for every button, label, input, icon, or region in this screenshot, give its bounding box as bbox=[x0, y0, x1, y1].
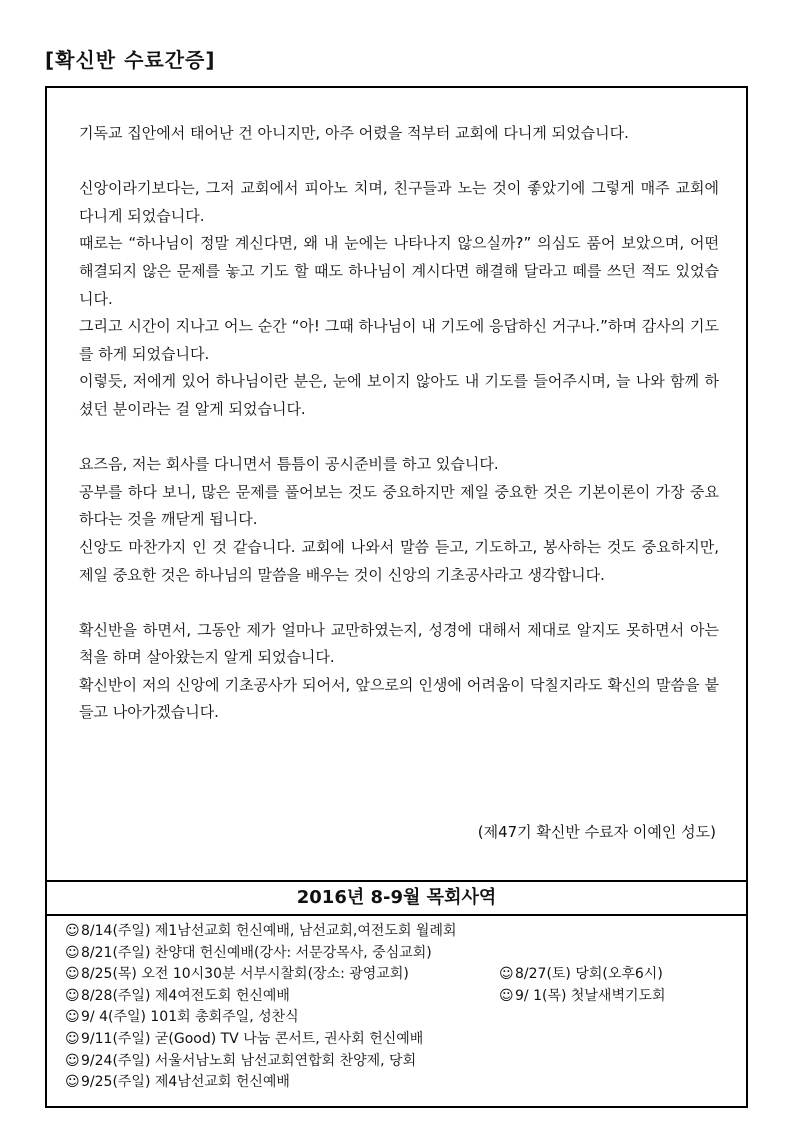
smiley-icon: ☺ bbox=[65, 1052, 80, 1069]
schedule-item-text: 9/25(주일) 제4남선교회 헌신예배 bbox=[81, 1074, 290, 1091]
schedule-item-text: 8/28(주일) 제4여전도회 헌신예배 bbox=[81, 987, 290, 1004]
schedule-item-text: 8/25(목) 오전 10시30분 서부시찰회(장소: 광영교회) bbox=[81, 966, 409, 983]
smiley-icon: ☺ bbox=[65, 1030, 80, 1047]
paragraph-gap bbox=[79, 148, 719, 176]
schedule-item-text: 9/11(주일) 굳(Good) TV 나눔 콘서트, 권사회 헌신예배 bbox=[81, 1030, 424, 1047]
schedule-item bbox=[65, 943, 725, 965]
schedule-item bbox=[65, 964, 725, 986]
schedule-item bbox=[65, 1007, 725, 1029]
smiley-icon: ☺ bbox=[65, 1009, 80, 1026]
schedule-item bbox=[65, 1029, 725, 1051]
testimony-paragraph: 공부를 하다 보니, 많은 문제를 풀어보는 것도 중요하지만 제일 중요한 것은 기본이론이 가장 중요하다는 것을 깨닫게 됩니다. bbox=[79, 482, 719, 529]
smiley-icon: ☺ bbox=[65, 923, 80, 939]
paragraph-gap bbox=[79, 589, 719, 617]
schedule-list bbox=[65, 921, 725, 1094]
smiley-icon: ☺ bbox=[65, 966, 80, 983]
testimony-paragraph: 확신반을 하면서, 그동안 제가 얼마나 교만하였는지, 성경에 대해서 제대로 알지도 못하면서 아는 척을 하며 살아왔는지 알게 되었습니다. bbox=[79, 620, 719, 667]
content-box bbox=[45, 86, 748, 1108]
schedule-item-text: 8/14(주일) 제1남선교회 헌신예배, 남선교회,여전도회 월례회 bbox=[81, 923, 457, 939]
testimony-paragraph: 때로는 “하나님이 정말 계신다면, 왜 내 눈에는 나타나지 않으실까?” 의심도 품어 보았으며, 어떤 해결되지 않은 문제를 놓고 기도 할 때도 하나님이 계시다면 해결해 달라고 떼를 쓰던 적도 있었습니다. bbox=[79, 234, 719, 308]
schedule-item bbox=[65, 986, 725, 1008]
testimony-paragraph: 확신반이 저의 신앙에 기초공사가 되어서, 앞으로의 인생에 어려움이 닥칠지라도 확신의 말씀을 붙들고 나아가겠습니다. bbox=[79, 675, 719, 722]
testimony-paragraph: 기독교 집안에서 태어난 건 아니지만, 아주 어렸을 적부터 교회에 다니게 되었습니다. bbox=[79, 124, 629, 142]
schedule-item bbox=[65, 1072, 725, 1094]
schedule-title: 2016년 8-9월 목회사역 bbox=[47, 880, 746, 916]
schedule-item-second bbox=[499, 986, 666, 1008]
schedule-item-second-text: 9/ 1(목) 첫날새벽기도회 bbox=[515, 987, 666, 1004]
testimony-paragraph: 요즈음, 저는 회사를 다니면서 틈틈이 공시준비를 하고 있습니다. bbox=[79, 455, 499, 474]
testimony-signature: (제47기 확신반 수료자 이예인 성도) bbox=[477, 823, 716, 841]
testimony-paragraph: 신앙도 마찬가지 인 것 같습니다. 교회에 나와서 말씀 듣고, 기도하고, 봉사하는 것도 중요하지만, 제일 중요한 것은 하나님의 말씀을 배우는 것이 신앙의 기초공사라고 생각합니다. bbox=[79, 537, 719, 584]
testimony-paragraph: 그리고 시간이 지나고 어느 순간 “아! 그때 하나님이 내 기도에 응답하신 거구나.”하며 감사의 기도를 하게 되었습니다. bbox=[79, 317, 719, 363]
schedule-item bbox=[65, 1051, 725, 1073]
page-heading: [확신반 수료간증] bbox=[45, 48, 216, 72]
testimony-paragraph: 신앙이라기보다는, 그저 교회에서 피아노 치며, 친구들과 노는 것이 좋았기에 그렇게 매주 교회에 다니게 되었습니다. bbox=[79, 179, 719, 225]
schedule-item-second bbox=[499, 964, 663, 986]
smiley-icon: ☺ bbox=[65, 1074, 80, 1091]
schedule-item bbox=[65, 921, 725, 943]
schedule-item-text: 9/ 4(주일) 101회 총회주일, 성찬식 bbox=[81, 1009, 299, 1026]
schedule-item-text: 8/21(주일) 찬양대 헌신예배(강사: 서문강목사, 중심교회) bbox=[81, 944, 432, 961]
paragraph-gap bbox=[79, 424, 719, 452]
smiley-icon: ☺ bbox=[499, 987, 514, 1004]
schedule-item-text: 9/24(주일) 서울서남노회 남선교회연합회 찬양제, 당회 bbox=[81, 1052, 417, 1069]
schedule-item-second-text: 8/27(토) 당회(오후6시) bbox=[515, 966, 663, 983]
testimony-paragraph: 이렇듯, 저에게 있어 하나님이란 분은, 눈에 보이지 않아도 내 기도를 들어주시며, 늘 나와 함께 하셨던 분이라는 걸 알게 되었습니다. bbox=[79, 372, 719, 418]
smiley-icon: ☺ bbox=[65, 944, 80, 961]
testimony-text bbox=[79, 120, 719, 727]
smiley-icon: ☺ bbox=[65, 987, 80, 1004]
smiley-icon: ☺ bbox=[499, 966, 514, 983]
